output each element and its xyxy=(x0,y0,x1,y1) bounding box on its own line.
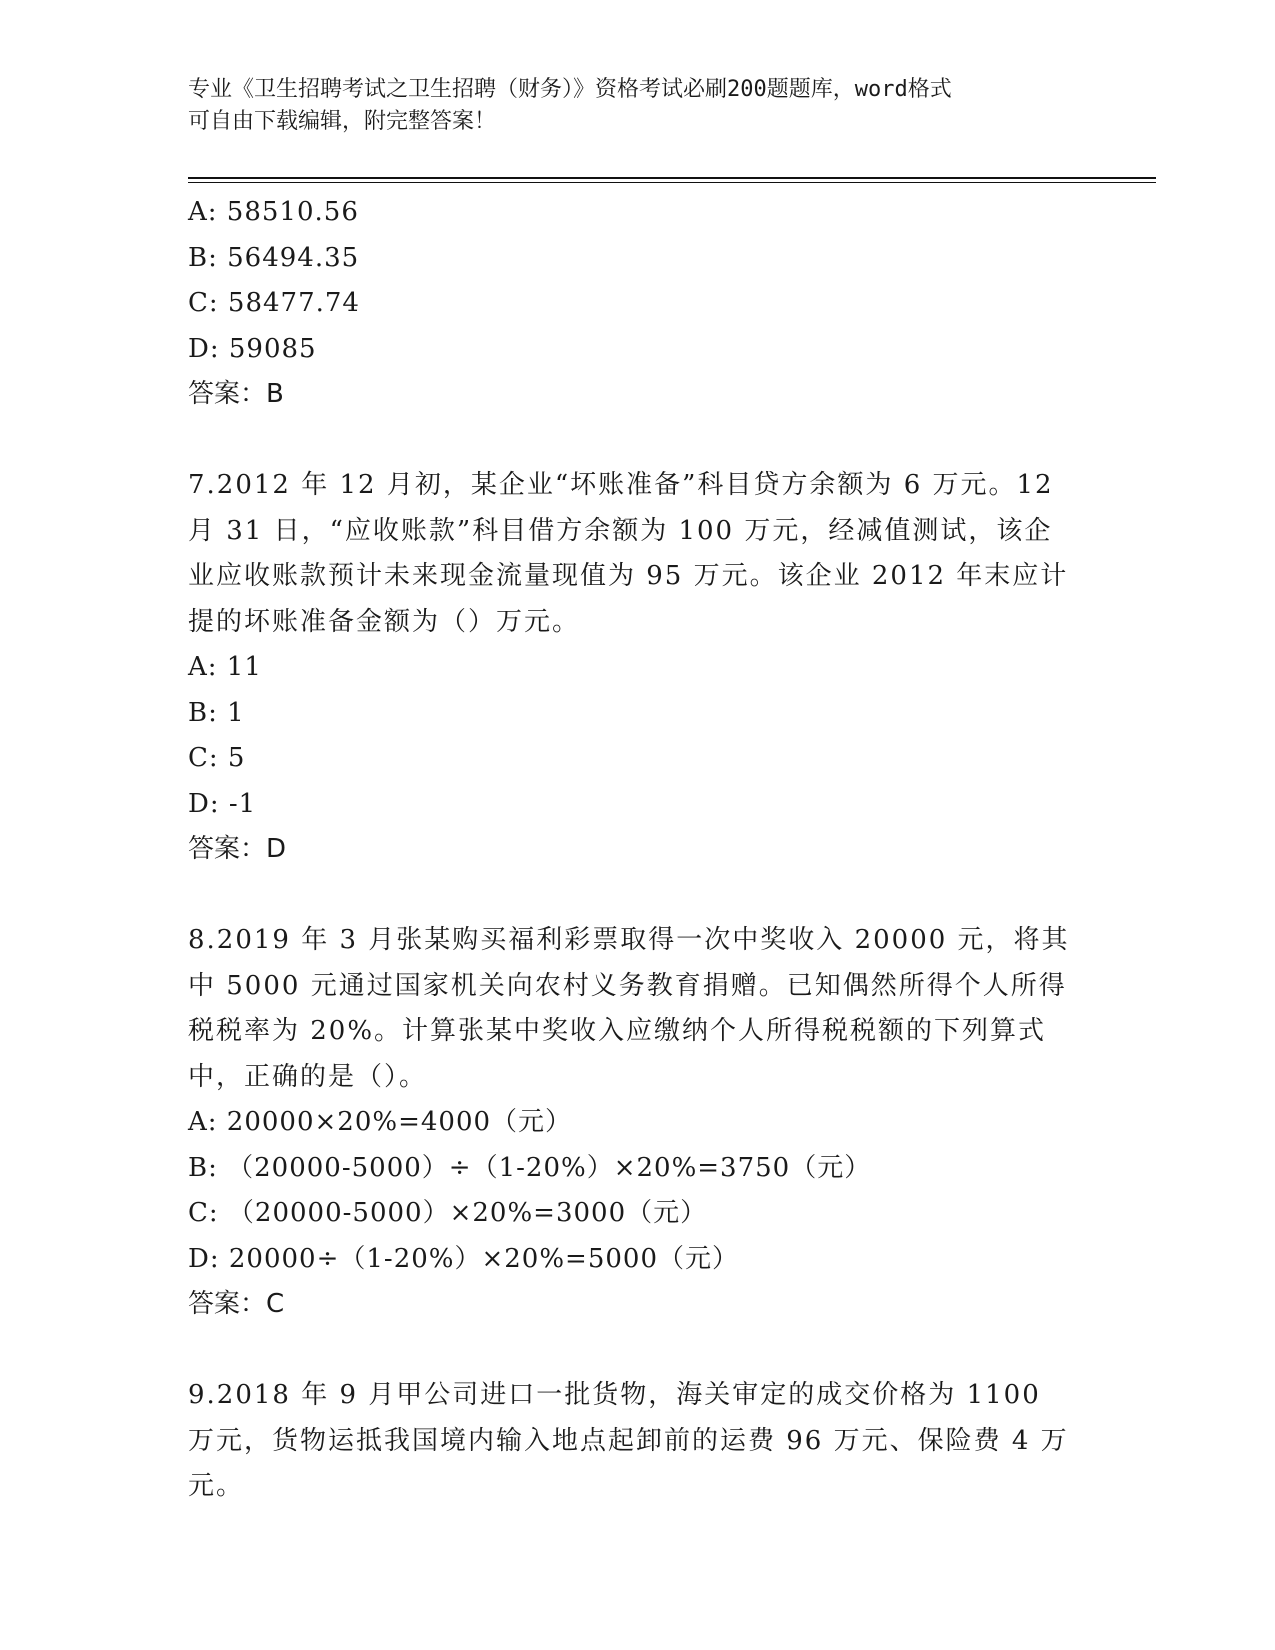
question-8-answer: 答案：C xyxy=(188,1289,285,1319)
document-header xyxy=(188,74,1068,138)
option-d: D: 20000÷（1-20%）×20%=5000（元） xyxy=(188,1243,740,1274)
question-8-options xyxy=(188,1100,1088,1282)
header-title-line2: 可自由下载编辑，附完整答案！ xyxy=(188,109,497,134)
option-a: A: 20000×20%=4000（元） xyxy=(188,1107,573,1137)
header-title-line1: 专业《卫生招聘考试之卫生招聘（财务）》资格考试必刷200题题库，word格式 xyxy=(188,77,952,102)
option-d: D: 59085 xyxy=(188,333,317,364)
option-c: C: （20000-5000）×20%=3000（元） xyxy=(188,1198,708,1228)
question-8-text: 8.2019 年 3 月张某购买福利彩票取得一次中奖收入 20000 元，将其中 5000 元通过国家机关向农村义务教育捐赠。已知偶然所得个人所得税税率为 20%。计算张某中奖收入应缴纳个人所得税税额的下列算式中，正确的是（）。 xyxy=(188,925,1070,1092)
question-7-text: 7.2012 年 12 月初，某企业“坏账准备”科目贷方余额为 6 万元。12 月 31 日，“应收账款”科目借方余额为 100 万元，经减值测试，该企业应收账款预计未来现金流量现值为 95 万元。该企业 2012 年末应计提的坏账准备金额为（）万元。 xyxy=(188,470,1069,637)
option-b: B: （20000-5000）÷（1-20%）×20%=3750（元） xyxy=(188,1152,872,1183)
question-7-answer: 答案：D xyxy=(188,834,287,864)
question-7-options xyxy=(188,645,1088,827)
header-divider-thick xyxy=(188,177,1156,179)
option-c: C: 58477.74 xyxy=(188,288,360,318)
question-6-options xyxy=(188,190,1088,372)
question-content xyxy=(188,190,1088,1510)
question-6-answer: 答案：B xyxy=(188,379,284,409)
option-b: B: 56494.35 xyxy=(188,242,360,273)
option-a: A: 58510.56 xyxy=(188,197,359,227)
question-9-text: 9.2018 年 9 月甲公司进口一批货物，海关审定的成交价格为 1100 万元，货物运抵我国境内输入地点起卸前的运费 96 万元、保险费 4 万元。 xyxy=(188,1380,1069,1501)
option-d: D: -1 xyxy=(188,788,257,819)
option-b: B: 1 xyxy=(188,697,245,728)
header-divider-thin xyxy=(188,182,1156,183)
option-c: C: 5 xyxy=(188,743,246,773)
option-a: A: 11 xyxy=(188,652,262,682)
